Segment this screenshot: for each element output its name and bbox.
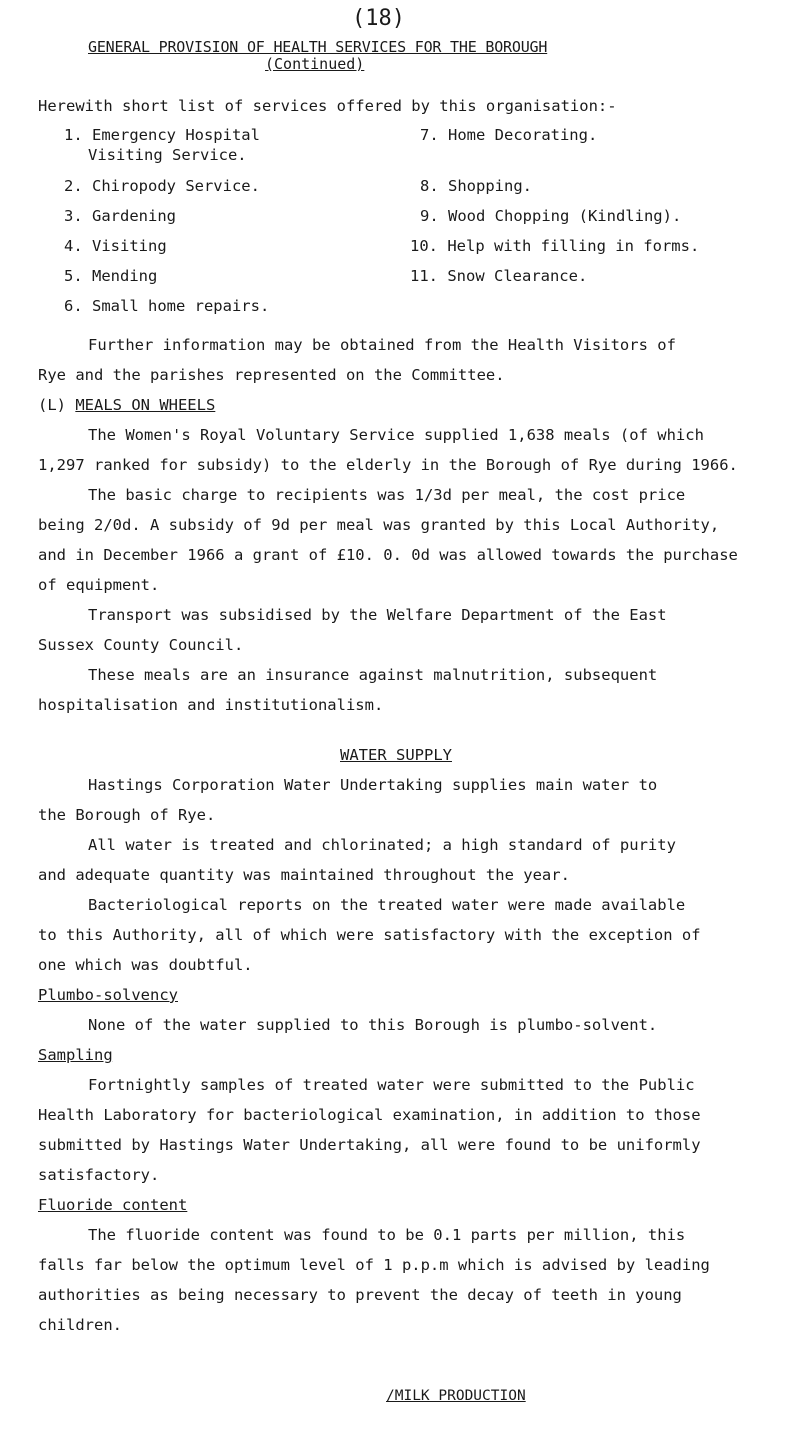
paragraph-line: Transport was subsidised by the Welfare Department of the East (88, 606, 667, 624)
paragraph-line: satisfactory. (38, 1166, 160, 1184)
list-item: 9. Wood Chopping (Kindling). (420, 207, 682, 225)
paragraph-line: These meals are an insurance against malnutrition, subsequent (88, 666, 658, 684)
list-item: 11. Snow Clearance. (410, 267, 588, 285)
paragraph-line: hospitalisation and institutionalism. (38, 696, 384, 714)
paragraph-line: authorities as being necessary to prevent the decay of teeth in young (38, 1286, 682, 1304)
list-item: 4. Visiting (64, 237, 167, 255)
list-item: 2. Chiropody Service. (64, 177, 260, 195)
paragraph-line: Fortnightly samples of treated water were submitted to the Public (88, 1076, 695, 1094)
paragraph-line: falls far below the optimum level of 1 p.p.m which is advised by leading (38, 1256, 710, 1274)
subsection-heading: Fluoride content (38, 1196, 188, 1214)
paragraph-line: being 2/0d. A subsidy of 9d per meal was granted by this Local Authority, (38, 516, 720, 534)
paragraph-line: and in December 1966 a grant of £10. 0. 0d was allowed towards the purchase (38, 546, 738, 564)
list-item: 7. Home Decorating. (420, 126, 598, 144)
list-item: 6. Small home repairs. (64, 297, 270, 315)
subsection-heading: (L) MEALS ON WHEELS (38, 396, 216, 414)
paragraph-line: 1,297 ranked for subsidy) to the elderly in the Borough of Rye during 1966. (38, 456, 738, 474)
intro-text: Herewith short list of services offered by this organisation:- (38, 97, 617, 115)
paragraph-line: and adequate quantity was maintained throughout the year. (38, 866, 570, 884)
paragraph-line: All water is treated and chlorinated; a high standard of purity (88, 836, 676, 854)
section-heading: GENERAL PROVISION OF HEALTH SERVICES FOR THE BOROUGH (88, 38, 548, 56)
paragraph-line: Further information may be obtained from the Health Visitors of (88, 336, 676, 354)
paragraph-line: children. (38, 1316, 122, 1334)
paragraph-line: the Borough of Rye. (38, 806, 216, 824)
paragraph-line: Sussex County Council. (38, 636, 244, 654)
list-item: 10. Help with filling in forms. (410, 237, 700, 255)
section-continued: (Continued) (265, 55, 365, 73)
page-number: (18) (352, 6, 405, 31)
paragraph-line: The Women's Royal Voluntary Service supplied 1,638 meals (of which (88, 426, 704, 444)
paragraph-line: Health Laboratory for bacteriological examination, in addition to those (38, 1106, 701, 1124)
paragraph-line: Bacteriological reports on the treated water were made available (88, 896, 686, 914)
list-item: Visiting Service. (88, 146, 247, 164)
paragraph-line: submitted by Hastings Water Undertaking, all were found to be uniformly (38, 1136, 701, 1154)
subsection-heading: Sampling (38, 1046, 113, 1064)
list-item: 3. Gardening (64, 207, 176, 225)
subsection-heading: WATER SUPPLY (340, 746, 452, 764)
subsection-heading: Plumbo-solvency (38, 986, 178, 1004)
paragraph-line: of equipment. (38, 576, 160, 594)
catchword-footer: /MILK PRODUCTION (386, 1388, 526, 1404)
paragraph-line: to this Authority, all of which were satisfactory with the exception of (38, 926, 701, 944)
list-item: 1. Emergency Hospital (64, 126, 260, 144)
paragraph-line: The fluoride content was found to be 0.1 parts per million, this (88, 1226, 686, 1244)
paragraph-line: Hastings Corporation Water Undertaking supplies main water to (88, 776, 658, 794)
paragraph-line: The basic charge to recipients was 1/3d per meal, the cost price (88, 486, 686, 504)
list-item: 5. Mending (64, 267, 158, 285)
paragraph-line: Rye and the parishes represented on the Committee. (38, 366, 505, 384)
list-item: 8. Shopping. (420, 177, 532, 195)
paragraph-line: one which was doubtful. (38, 956, 253, 974)
paragraph-line: None of the water supplied to this Borough is plumbo-solvent. (88, 1016, 658, 1034)
